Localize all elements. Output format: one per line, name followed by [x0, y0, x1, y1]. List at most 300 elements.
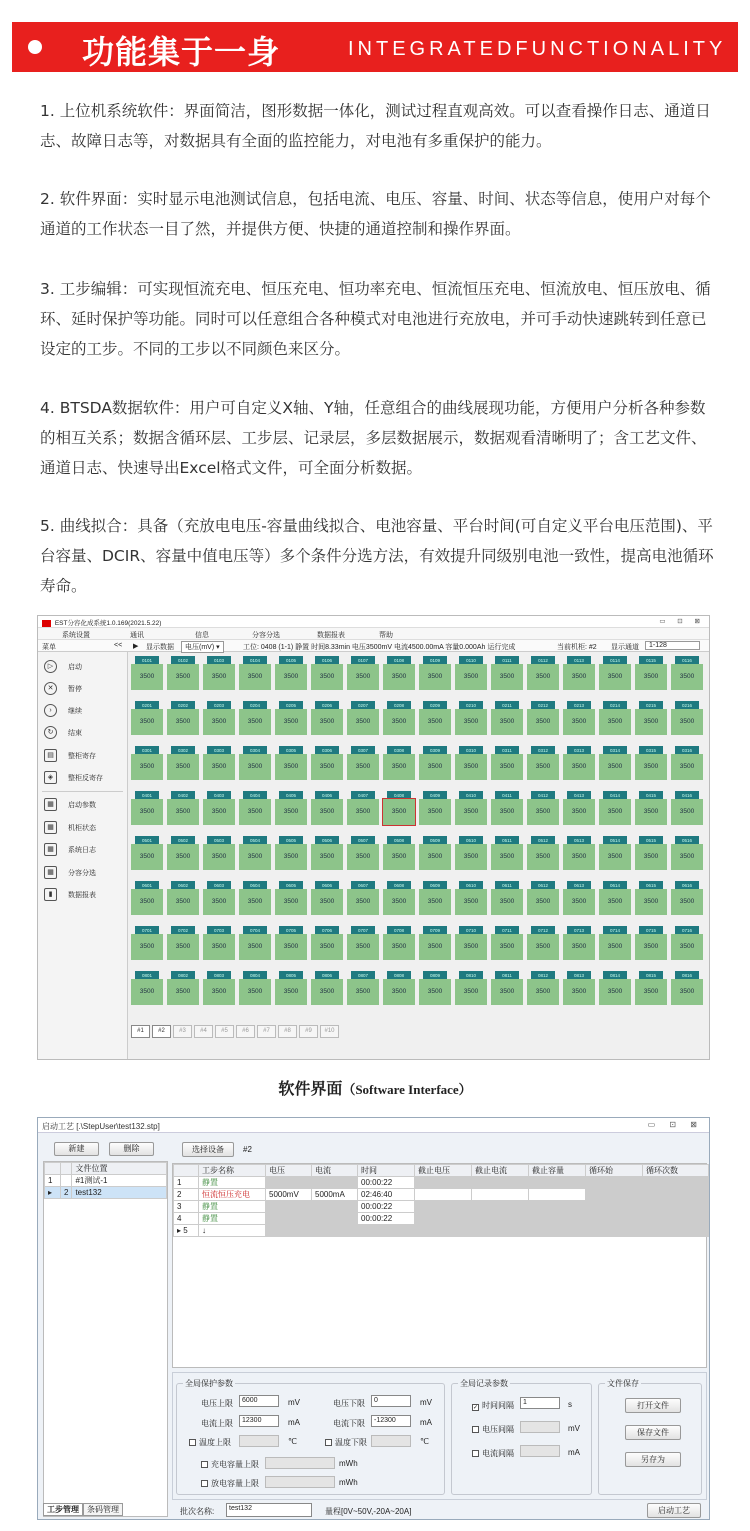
channel-id: 0306: [315, 746, 339, 755]
channel-value: 3500: [635, 664, 667, 690]
channel-cell[interactable]: [527, 656, 559, 691]
channel-cell[interactable]: [419, 701, 451, 736]
channel-cell[interactable]: [419, 926, 451, 961]
new-button[interactable]: 新建: [54, 1142, 99, 1156]
channel-cell[interactable]: [131, 971, 163, 1006]
channel-cell[interactable]: [671, 746, 703, 781]
channel-cell[interactable]: [167, 656, 199, 691]
channel-id: 0214: [603, 701, 627, 710]
channel-id: 0604: [243, 881, 267, 890]
channel-id: 0301: [135, 746, 159, 755]
channel-cell[interactable]: [419, 656, 451, 691]
channel-cell[interactable]: [167, 881, 199, 916]
channel-cell[interactable]: [167, 926, 199, 961]
channel-id: 0512: [531, 836, 555, 845]
paragraph-5: 5. 曲线拟合：具备（充放电电压-容量曲线拟合、电池容量、平台时间(可自定义平台电压范围)、平台容量、DCIR、容量中值电压等）多个条件分选方法，有效提升同级别电池一致性，提高电池循环寿命。: [40, 517, 714, 595]
channel-cell[interactable]: [527, 926, 559, 961]
channel-cell[interactable]: [275, 836, 307, 871]
tab-step-management[interactable]: 工步管理: [43, 1503, 83, 1516]
page-tab[interactable]: #5: [215, 1025, 234, 1038]
channel-cell[interactable]: [131, 746, 163, 781]
sidebar-item-6[interactable]: [44, 796, 128, 814]
channel-cell[interactable]: [311, 746, 343, 781]
channel-cell[interactable]: [203, 971, 235, 1006]
channel-value: 3500: [311, 754, 343, 780]
channel-cell[interactable]: [671, 881, 703, 916]
channel-value: 3500: [599, 844, 631, 870]
channel-cell[interactable]: [599, 656, 631, 691]
channel-cell[interactable]: [563, 926, 595, 961]
sidebar-item-icon: ▦: [44, 843, 57, 856]
channel-cell[interactable]: [491, 701, 523, 736]
temp-lower-checkbox[interactable]: 温度下限: [325, 1437, 367, 1448]
temp-upper-checkbox[interactable]: 温度上限: [189, 1437, 231, 1448]
channel-value: 3500: [239, 754, 271, 780]
channel-cell[interactable]: [203, 656, 235, 691]
channel-value: 3500: [635, 709, 667, 735]
channel-cell[interactable]: [599, 701, 631, 736]
channel-value: 3500: [311, 979, 343, 1005]
channel-cell[interactable]: [131, 926, 163, 961]
channel-cell[interactable]: [455, 791, 487, 826]
channel-cell[interactable]: [275, 881, 307, 916]
menu-sorting[interactable]: 分容分选: [252, 632, 280, 639]
channel-id: 0716: [675, 926, 699, 935]
channel-cell[interactable]: [563, 656, 595, 691]
time-interval-input[interactable]: 1: [520, 1397, 560, 1409]
channel-cell[interactable]: [167, 746, 199, 781]
channel-id: 0213: [567, 701, 591, 710]
channel-cell[interactable]: [383, 881, 415, 916]
channel-cell[interactable]: [671, 836, 703, 871]
voltage-lower-input[interactable]: 0: [371, 1395, 411, 1407]
channel-cell[interactable]: [671, 971, 703, 1006]
channel-id: 0409: [423, 791, 447, 800]
channel-cell[interactable]: [419, 881, 451, 916]
channel-value: 3500: [527, 934, 559, 960]
channel-cell[interactable]: [635, 926, 667, 961]
bottom-tabs: [43, 1503, 123, 1517]
start-process-button[interactable]: 启动工艺: [647, 1503, 701, 1518]
channel-id: 0206: [315, 701, 339, 710]
channel-id: 0307: [351, 746, 375, 755]
channel-cell[interactable]: [347, 701, 379, 736]
channel-id: 0316: [675, 746, 699, 755]
channel-cell[interactable]: [455, 656, 487, 691]
sidebar-item-8[interactable]: [44, 841, 128, 859]
channel-id: 0601: [135, 881, 159, 890]
window-controls[interactable]: ▭ ⊡ ⊠: [659, 618, 705, 625]
channel-cell[interactable]: [203, 881, 235, 916]
channel-cell[interactable]: [455, 746, 487, 781]
channel-id: 0202: [171, 701, 195, 710]
list-item[interactable]: ▸ 2 test132: [45, 1187, 167, 1199]
temp-lower-input[interactable]: [371, 1435, 411, 1447]
table-row[interactable]: ▸ 5 ↓: [174, 1225, 709, 1237]
channel-cell[interactable]: [599, 836, 631, 871]
channel-cell[interactable]: [347, 746, 379, 781]
channel-value: 3500: [455, 799, 487, 825]
channel-cell[interactable]: [635, 836, 667, 871]
page-tab[interactable]: #9: [299, 1025, 318, 1038]
time-interval-checkbox[interactable]: ✓ 时间间隔: [473, 1401, 514, 1411]
table-row[interactable]: 3 静置 00:00:22: [174, 1201, 709, 1213]
channel-id: 0503: [207, 836, 231, 845]
channel-cell[interactable]: [239, 881, 271, 916]
channel-cell[interactable]: [311, 926, 343, 961]
batch-input[interactable]: test132: [226, 1503, 312, 1517]
list-item[interactable]: 1 #1测试-1: [45, 1175, 167, 1187]
channel-cell[interactable]: [527, 836, 559, 871]
show-data-select[interactable]: 电压(mV) ▾: [181, 641, 224, 653]
sidebar-item-icon: ▦: [44, 798, 57, 811]
channel-cell[interactable]: [527, 791, 559, 826]
select-device-button[interactable]: 选择设备: [182, 1142, 234, 1157]
channel-id: 0211: [495, 701, 519, 710]
channel-id: 0415: [639, 791, 663, 800]
channel-id: 0714: [603, 926, 627, 935]
sidebar-item-4[interactable]: [44, 747, 128, 765]
channel-cell[interactable]: [419, 746, 451, 781]
channel-cell[interactable]: [635, 881, 667, 916]
channel-value: 3500: [635, 979, 667, 1005]
channel-id: 0313: [567, 746, 591, 755]
discharge-cap-input[interactable]: [265, 1476, 335, 1488]
play-icon[interactable]: ▶: [133, 643, 139, 650]
channel-cell[interactable]: [455, 836, 487, 871]
channel-cell[interactable]: [131, 836, 163, 871]
channel-cell[interactable]: [671, 926, 703, 961]
channel-value: 3500: [275, 889, 307, 915]
channel-cell[interactable]: [203, 926, 235, 961]
sidebar-item-7[interactable]: [44, 819, 128, 837]
sidebar-item-label: 结束: [68, 730, 82, 737]
sidebar-item-5[interactable]: [44, 769, 128, 787]
menu-info[interactable]: 信息: [195, 632, 209, 639]
channel-id: 0703: [207, 926, 231, 935]
channel-cell[interactable]: [131, 791, 163, 826]
channel-cell[interactable]: [671, 656, 703, 691]
channel-cell[interactable]: [563, 791, 595, 826]
channel-cell[interactable]: [563, 836, 595, 871]
channel-cell[interactable]: [239, 791, 271, 826]
channel-cell[interactable]: [599, 881, 631, 916]
channel-value: 3500: [563, 979, 595, 1005]
channel-cell[interactable]: [491, 881, 523, 916]
channel-cell[interactable]: [311, 881, 343, 916]
channel-cell[interactable]: [239, 701, 271, 736]
menu-comm[interactable]: 通讯: [130, 632, 144, 639]
channel-cell[interactable]: [491, 746, 523, 781]
channel-value: 3500: [383, 889, 415, 915]
channel-id: 0710: [459, 926, 483, 935]
channel-cell[interactable]: [311, 836, 343, 871]
channel-cell[interactable]: [347, 836, 379, 871]
channel-cell[interactable]: [527, 701, 559, 736]
channel-cell[interactable]: [599, 746, 631, 781]
channel-id: 0810: [459, 971, 483, 980]
channel-cell[interactable]: [131, 701, 163, 736]
bullet-dot: [28, 40, 42, 54]
volt-interval-checkbox[interactable]: 电压间隔: [472, 1424, 514, 1435]
channel-cell[interactable]: [635, 701, 667, 736]
channel-cell[interactable]: [275, 656, 307, 691]
channel-cell[interactable]: [671, 701, 703, 736]
device-label: #2: [243, 1145, 252, 1154]
channel-cell[interactable]: [131, 881, 163, 916]
channel-id: 0404: [243, 791, 267, 800]
channel-id: 0607: [351, 881, 375, 890]
sidebar-item-label: 分容分选: [68, 870, 96, 877]
page-tab[interactable]: #8: [278, 1025, 297, 1038]
channel-cell[interactable]: [275, 926, 307, 961]
channel-value: 3500: [527, 664, 559, 690]
channel-cell[interactable]: [455, 701, 487, 736]
channel-value: 3500: [383, 709, 415, 735]
channel-cell[interactable]: [311, 701, 343, 736]
column-header: 电压: [266, 1165, 312, 1177]
channel-cell[interactable]: [419, 971, 451, 1006]
channel-cell[interactable]: [455, 971, 487, 1006]
menu-system-settings[interactable]: 系统设置: [62, 632, 90, 639]
channel-value: 3500: [563, 664, 595, 690]
page-tab[interactable]: #6: [236, 1025, 255, 1038]
channel-cell[interactable]: [275, 746, 307, 781]
params-panel: [172, 1372, 707, 1500]
channel-cell[interactable]: [383, 971, 415, 1006]
channel-cell[interactable]: [203, 791, 235, 826]
channel-cell[interactable]: [167, 836, 199, 871]
channel-cell[interactable]: [455, 926, 487, 961]
channel-cell[interactable]: [203, 836, 235, 871]
channel-cell[interactable]: [635, 971, 667, 1006]
channel-id: 0509: [423, 836, 447, 845]
channel-cell[interactable]: [347, 791, 379, 826]
channel-value: 3500: [347, 979, 379, 1005]
channel-id: 0201: [135, 701, 159, 710]
channel-cell[interactable]: [239, 971, 271, 1006]
channel-id: 0708: [387, 926, 411, 935]
channel-value: 3500: [455, 979, 487, 1005]
channel-value: 3500: [599, 664, 631, 690]
channel-value: 3500: [419, 754, 451, 780]
channel-cell[interactable]: [311, 656, 343, 691]
channel-value: 3500: [203, 934, 235, 960]
channel-cell[interactable]: [275, 701, 307, 736]
page-tab[interactable]: #10: [320, 1025, 339, 1038]
open-file-button[interactable]: 打开文件: [625, 1398, 681, 1413]
sidebar-item-10[interactable]: [44, 886, 128, 904]
channel-cell[interactable]: [563, 746, 595, 781]
channel-value: 3500: [563, 934, 595, 960]
channel-cell[interactable]: [671, 791, 703, 826]
channel-cell[interactable]: [491, 656, 523, 691]
channel-id: 0706: [315, 926, 339, 935]
batch-label: 批次名称:: [180, 1507, 215, 1516]
channel-cell[interactable]: [167, 701, 199, 736]
channel-cell[interactable]: [563, 971, 595, 1006]
channel-cell[interactable]: [347, 971, 379, 1006]
save-as-button[interactable]: 另存为: [625, 1452, 681, 1467]
channel-cell[interactable]: [275, 971, 307, 1006]
channel-value: 3500: [599, 754, 631, 780]
window-controls[interactable]: ▭ ⊡ ⊠: [647, 1120, 703, 1129]
channel-id: 0511: [495, 836, 519, 845]
page-tab[interactable]: #2: [152, 1025, 171, 1038]
channel-id: 0308: [387, 746, 411, 755]
sidebar-item-0[interactable]: [44, 658, 128, 676]
page-tab[interactable]: #7: [257, 1025, 276, 1038]
channel-cell[interactable]: [419, 791, 451, 826]
channel-cell[interactable]: [563, 881, 595, 916]
channel-cell[interactable]: [635, 656, 667, 691]
channel-value: 3500: [167, 799, 199, 825]
channel-id: 0812: [531, 971, 555, 980]
file-column-header: 文件位置: [72, 1163, 167, 1175]
channel-cell[interactable]: [491, 836, 523, 871]
menu-reports[interactable]: 数据报表: [317, 632, 345, 639]
channel-cell[interactable]: [239, 746, 271, 781]
current-upper-input[interactable]: 12300: [239, 1415, 279, 1427]
channel-cell[interactable]: [491, 791, 523, 826]
column-header: 截止容量: [529, 1165, 586, 1177]
tab-barcode-management[interactable]: 条码管理: [83, 1503, 123, 1516]
channel-cell[interactable]: [635, 746, 667, 781]
channel-id: 0410: [459, 791, 483, 800]
channel-value: 3500: [383, 844, 415, 870]
channel-id: 0305: [279, 746, 303, 755]
status-text: 工位: 0408 (1-1) 静置 时间8.33min 电压3500mV 电流4500.00mA 容量0.000Ah 运行完成: [243, 644, 516, 651]
channel-cell[interactable]: [383, 791, 415, 826]
sidebar-header: 菜单: [42, 644, 56, 651]
page-tab[interactable]: #4: [194, 1025, 213, 1038]
channel-value: 3500: [239, 709, 271, 735]
channel-cell[interactable]: [275, 791, 307, 826]
channel-id: 0610: [459, 881, 483, 890]
voltage-upper-input[interactable]: 6000: [239, 1395, 279, 1407]
column-header: 截止电压: [415, 1165, 472, 1177]
collapse-sidebar-button[interactable]: <<: [114, 642, 123, 649]
channel-cell[interactable]: [239, 926, 271, 961]
channel-cell[interactable]: [311, 971, 343, 1006]
channel-value: 3500: [239, 664, 271, 690]
channel-cell[interactable]: [383, 836, 415, 871]
channel-cell[interactable]: [383, 926, 415, 961]
delete-button[interactable]: 删除: [109, 1142, 154, 1156]
channel-id: 0504: [243, 836, 267, 845]
table-row[interactable]: 1 静置 00:00:22: [174, 1177, 709, 1189]
channel-id: 0416: [675, 791, 699, 800]
sidebar-item-2[interactable]: [44, 702, 128, 720]
channel-id: 0804: [243, 971, 267, 980]
channel-cell[interactable]: [167, 971, 199, 1006]
channel-value: 3500: [455, 889, 487, 915]
channel-value: 3500: [419, 889, 451, 915]
channel-id: 0303: [207, 746, 231, 755]
discharge-cap-checkbox[interactable]: 放电容量上限: [201, 1478, 259, 1489]
channel-cell[interactable]: [131, 656, 163, 691]
sidebar-item-label: 启动: [68, 664, 82, 671]
channel-id: 0814: [603, 971, 627, 980]
channel-cell[interactable]: [599, 791, 631, 826]
charge-cap-input[interactable]: [265, 1457, 335, 1469]
channel-cell[interactable]: [419, 836, 451, 871]
channel-cell[interactable]: [563, 701, 595, 736]
channel-cell[interactable]: [167, 791, 199, 826]
curr-interval-input[interactable]: [520, 1445, 560, 1457]
channel-cell[interactable]: [491, 971, 523, 1006]
channel-value: 3500: [131, 664, 163, 690]
channel-id: 0505: [279, 836, 303, 845]
channel-value: 3500: [563, 754, 595, 780]
channel-cell[interactable]: [203, 746, 235, 781]
channel-cell[interactable]: [527, 746, 559, 781]
column-header: 循环次数: [643, 1165, 709, 1177]
channel-value: 3500: [131, 934, 163, 960]
show-channel-select[interactable]: 1-128: [645, 641, 700, 650]
sidebar-item-icon: ▦: [44, 821, 57, 834]
channel-cell[interactable]: [347, 881, 379, 916]
channel-cell[interactable]: [203, 701, 235, 736]
sidebar-item-3[interactable]: [44, 724, 128, 742]
save-file-button[interactable]: 保存文件: [625, 1425, 681, 1440]
bottom-bar: [172, 1501, 707, 1519]
channel-value: 3500: [203, 844, 235, 870]
menu-help[interactable]: 帮助: [379, 632, 393, 639]
current-cabinet: 当前机柜: #2: [557, 644, 597, 651]
channel-cell[interactable]: [239, 656, 271, 691]
page-tab[interactable]: #1: [131, 1025, 150, 1038]
channel-id: 0510: [459, 836, 483, 845]
show-data-label: 显示数据: [146, 644, 174, 651]
channel-value: 3500: [635, 754, 667, 780]
channel-cell[interactable]: [383, 656, 415, 691]
channel-cell[interactable]: [239, 836, 271, 871]
channel-value: 3500: [383, 754, 415, 780]
channel-cell[interactable]: [347, 926, 379, 961]
channel-cell[interactable]: [527, 971, 559, 1006]
channel-cell[interactable]: [635, 791, 667, 826]
charge-cap-checkbox[interactable]: 充电容量上限: [201, 1459, 259, 1470]
channel-cell[interactable]: [383, 746, 415, 781]
channel-id: 0815: [639, 971, 663, 980]
curr-interval-checkbox[interactable]: 电流间隔: [472, 1448, 514, 1459]
channel-cell[interactable]: [599, 926, 631, 961]
current-lower-input[interactable]: -12300: [371, 1415, 411, 1427]
channel-id: 0312: [531, 746, 555, 755]
channel-cell[interactable]: [527, 881, 559, 916]
step-editor-screenshot: [37, 1117, 710, 1520]
channel-id: 0712: [531, 926, 555, 935]
channel-value: 3500: [311, 799, 343, 825]
channel-cell[interactable]: [311, 791, 343, 826]
table-row[interactable]: 2 恒流恒压充电 5000mV 5000mA 02:46:40: [174, 1189, 709, 1201]
channel-cell[interactable]: [599, 971, 631, 1006]
paragraph-4: 4. BTSDA数据软件：用户可自定义X轴、Y轴，任意组合的曲线展现功能，方便用户分析各种参数的相互关系；数据含循环层、工步层、记录层，多层数据展示，数据观看清晰明了；含工艺文件、通道日志、快速导出Excel格式文件，可全面分析数据。: [40, 399, 707, 477]
page-tab[interactable]: #3: [173, 1025, 192, 1038]
volt-interval-input[interactable]: [520, 1421, 560, 1433]
channel-value: 3500: [635, 934, 667, 960]
channel-value: 3500: [311, 709, 343, 735]
channel-cell[interactable]: [491, 926, 523, 961]
sidebar-item-1[interactable]: [44, 680, 128, 698]
channel-cell[interactable]: [455, 881, 487, 916]
channel-cell[interactable]: [347, 656, 379, 691]
channel-cell[interactable]: [383, 701, 415, 736]
table-row[interactable]: 4 静置 00:00:22: [174, 1213, 709, 1225]
temp-upper-input[interactable]: [239, 1435, 279, 1447]
sidebar-item-9[interactable]: [44, 864, 128, 882]
